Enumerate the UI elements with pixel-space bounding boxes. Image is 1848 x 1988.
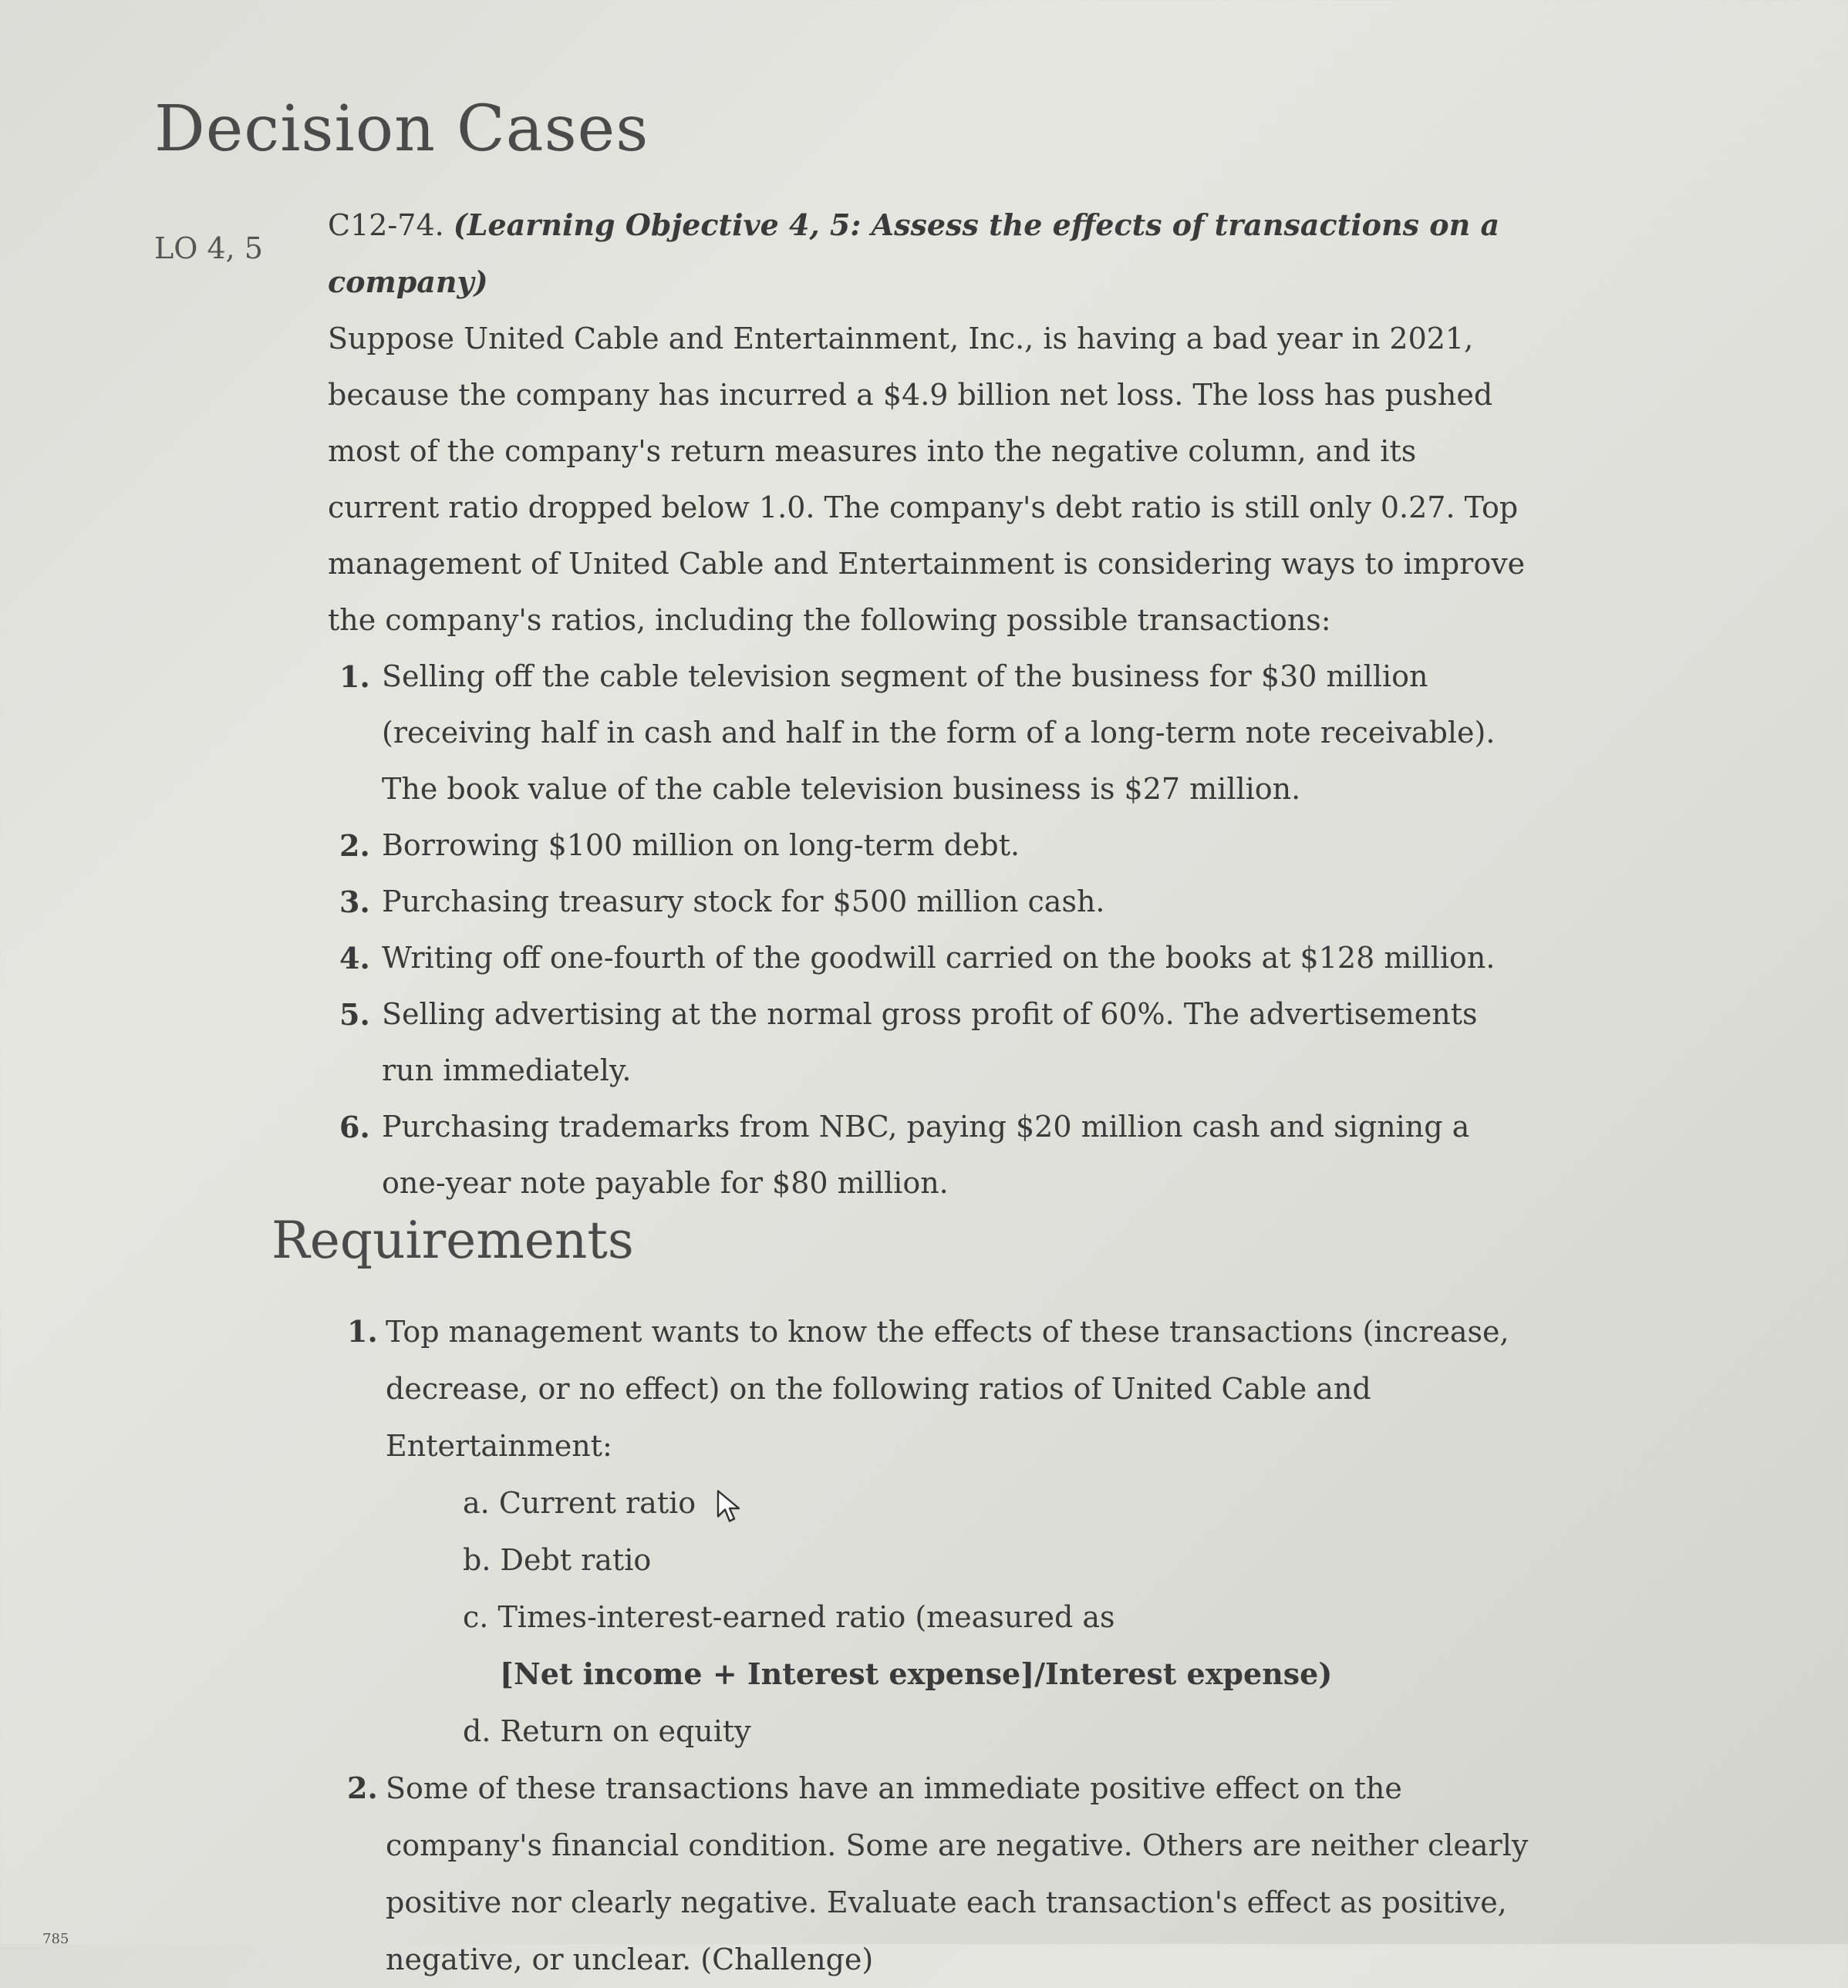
list-item-text: Borrowing $100 million on long-term debt. [382, 828, 1020, 862]
requirement-item [347, 1760, 1550, 1988]
case-paragraph: Suppose United Cable and Entertainment, Inc., is having a bad year in 2021, because the company has incurred a $4.9 billion net loss. The loss has pushed most of the company's return measures into the negative column, and its current ratio dropped below 1.0. The company's debt ratio is still only 0.27. Top management of United Cable and Entertainment is considering ways to improve the company's ratios, including the following possible transactions: [328, 322, 1526, 637]
list-item-text: Selling advertising at the normal gross profit of 60%. The advertisements run immediately. [382, 997, 1478, 1087]
mouse-pointer-icon [716, 1488, 744, 1524]
ratio-item-text: b. Debt ratio [463, 1543, 652, 1577]
ratio-item [463, 1589, 1550, 1646]
tie-formula: [Net income + Interest expense]/Interest expense) [500, 1656, 1333, 1691]
ratio-item-text: d. Return on equity [463, 1714, 751, 1748]
ratio-item-text: a. Current ratio [463, 1486, 696, 1520]
list-item [339, 1099, 1531, 1211]
list-item [339, 649, 1531, 817]
requirements-block [347, 1303, 1550, 1988]
list-item-number: 3. [339, 884, 370, 919]
ratio-item [463, 1474, 1550, 1531]
ratio-item [463, 1531, 1550, 1589]
case-objective: (Learning Objective 4, 5: Assess the effects of transactions on a company) [328, 207, 1500, 299]
list-item [339, 817, 1531, 874]
ratio-item [463, 1703, 1550, 1760]
list-item-text: Writing off one-fourth of the goodwill carried on the books at $128 million. [382, 941, 1496, 975]
learning-objective-label: LO 4, 5 [154, 231, 263, 265]
case-block [328, 197, 1531, 1211]
list-item-text: Purchasing treasury stock for $500 million cash. [382, 884, 1105, 918]
ratio-list [386, 1474, 1550, 1760]
requirement-number: 1. [347, 1314, 378, 1349]
list-item-number: 2. [339, 828, 370, 863]
case-number: C12-74. [328, 208, 444, 242]
requirement-text: Some of these transactions have an immediate positive effect on the company's financial condition. Some are negative. Others are neither clearly positive nor clearly negative. Evaluate each transaction's effect as positive, negative, or unclear. (Challenge) [386, 1771, 1529, 1976]
case-heading [328, 197, 1531, 311]
transaction-list [328, 649, 1531, 1211]
section-title: Decision Cases [154, 93, 649, 166]
list-item-number: 5. [339, 997, 370, 1032]
list-item-number: 1. [339, 659, 370, 694]
list-item-text: Selling off the cable television segment of the business for $30 million (receiving half in cash and half in the form of a long-term note receivable). The book value of the cable television business is $27 million. [382, 659, 1496, 806]
requirement-item [347, 1303, 1550, 1760]
ratio-item-text: c. Times-interest-earned ratio (measured as [463, 1600, 1115, 1634]
requirements-title: Requirements [271, 1211, 634, 1270]
page-number: 785 [42, 1931, 69, 1947]
list-item [339, 874, 1531, 930]
list-item-number: 6. [339, 1110, 370, 1144]
list-item [339, 930, 1531, 986]
requirement-text: Top management wants to know the effects of these transactions (increase, decrease, or no effect) on the following ratios of United Cable and Entertainment: [386, 1315, 1509, 1463]
requirements-list [347, 1303, 1550, 1988]
list-item-text: Purchasing trademarks from NBC, paying $20 million cash and signing a one-year note payable for $80 million. [382, 1110, 1470, 1200]
requirement-number: 2. [347, 1771, 378, 1805]
list-item-number: 4. [339, 941, 370, 975]
list-item [339, 986, 1531, 1099]
